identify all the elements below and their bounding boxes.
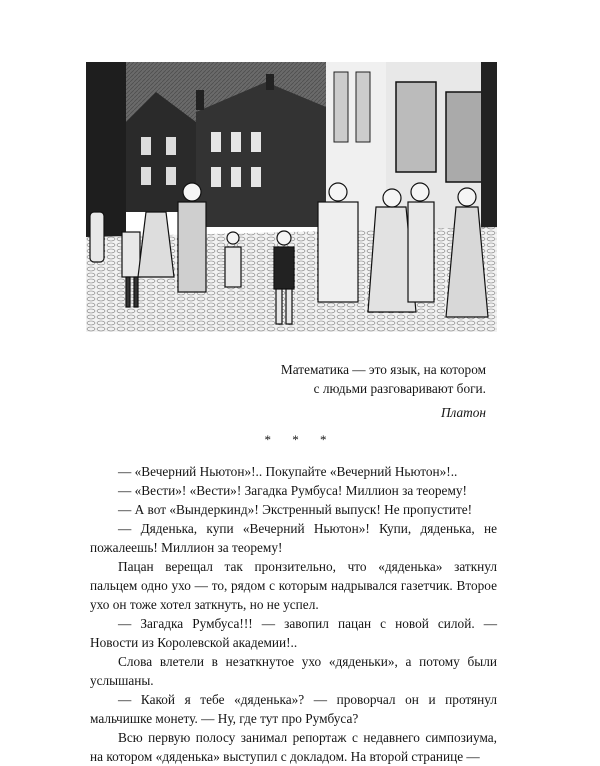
body-text [90,462,497,766]
paragraph: — «Вести»! «Вести»! Загадка Румбуса! Миллион за теорему! [118,483,467,498]
section-separator: * * * [264,432,336,447]
paragraph: — «Вечерний Ньютон»!.. Покупайте «Вечерний Ньютон»!.. [118,464,458,479]
paragraph: — Какой я тебе «дяденька»? — проворчал он и протянул мальчишке монету. — Ну, где тут про Румбуса? [90,692,497,726]
paragraph: Пацан верещал так пронзительно, что «дяденька» заткнул пальцем одно ухо — то, рядом с которым надрывался газетчик. Второе ухо он тоже хотел заткнуть, но не успел. [90,559,497,612]
paragraph: Всю первую полосу занимал репортаж с недавнего симпозиума, на котором «дяденька» выступил с докладом. На второй странице — [90,730,497,764]
epigraph-line: с людьми разговаривают боги. [313,381,486,396]
paragraph: — А вот «Вындеркинд»! Экстренный выпуск! Не пропустите! [118,502,473,517]
paragraph: Слова влетели в незаткнутое ухо «дяденьки», а потому были услышаны. [90,654,497,688]
epigraph [186,360,486,398]
epigraph-author: Платон [440,405,486,420]
paragraph: — Дяденька, купи «Вечерний Ньютон»! Купи, дяденька, не пожалеешь! Миллион за теорему! [90,521,497,555]
street-scene-illustration [86,62,497,332]
epigraph-line: Математика — это язык, на котором [280,362,486,377]
paragraph: — Загадка Румбуса!!! — завопил пацан с новой силой. — Новости из Королевской академии!.. [90,616,497,650]
